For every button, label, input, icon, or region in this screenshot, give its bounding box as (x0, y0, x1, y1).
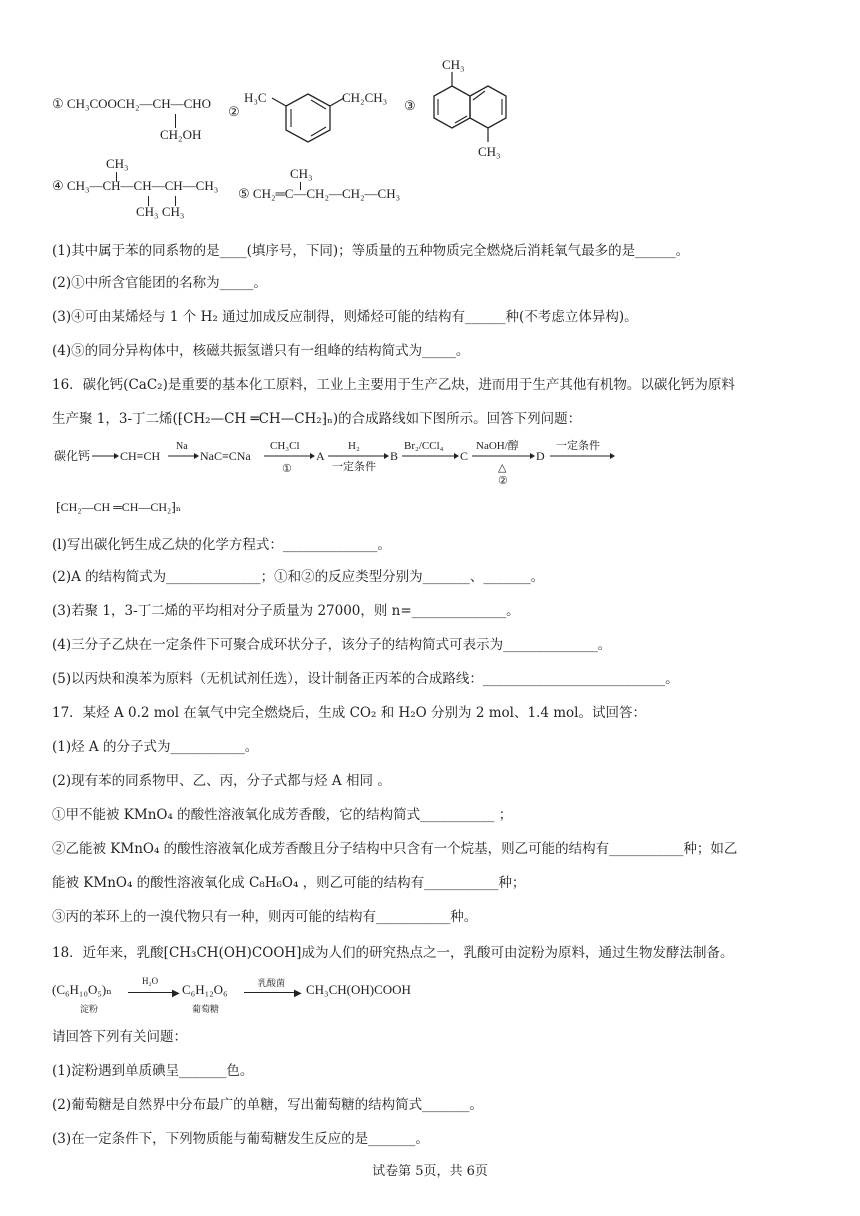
eq-arrow-2 (244, 992, 296, 993)
q17-part-2-b-line-1: ②乙能被 KMnO₄ 的酸性溶液氧化成芳香酸且分子结构中只含有一个烷基，则乙可能的结构有___________种；如乙 (52, 841, 738, 857)
route-reagent-naoh: NaOH/醇 (476, 440, 519, 452)
route-b: B (390, 449, 399, 463)
q16-route-product: ⁅CH₂—CH ═CH—CH₂⁆ₙ (56, 500, 182, 514)
eq-glucose-label: 葡萄糖 (192, 1004, 220, 1014)
route-step-2-label: ② (498, 475, 508, 487)
structure-1-formula: CH₃COOCH₂—CH—CHO (66, 96, 212, 111)
q16-intro-line-2: 生产聚 1，3-丁二烯(⁅CH₂—CH ═CH—CH₂⁆ₙ)的合成路线如下图所示。回答下列问题： (52, 411, 582, 427)
structure-3-number: ③ (404, 98, 416, 113)
structure-5-number: ⑤ (238, 186, 250, 201)
q17-part-2-c: ③丙的苯环上的一溴代物只有一种，则丙可能的结构有___________种。 (52, 909, 478, 925)
eq-reagent-water: H₂O (142, 976, 159, 986)
q16-part-5: (5)以丙炔和溴苯为原料（无机试剂任选），设计制备正丙苯的合成路线：___________________________。 (52, 671, 679, 687)
route-step-1-label: ① (282, 463, 292, 475)
structure-1-branch-line (175, 114, 176, 128)
structure-3-top-group: CH₃ (442, 57, 465, 72)
page-footer: 试卷第 5页，共 6页 (372, 1164, 488, 1179)
q17-part-2: (2)现有苯的同系物甲、乙、丙，分子式都与烃 A 相同 。 (52, 773, 391, 789)
structure-5 (238, 186, 400, 202)
q16-intro-line-1: 16．碳化钙(CaC₂)是重要的基本化工原料，工业上主要用于生产乙炔，进而用于生产其他有机物。以碳化钙为原料 (52, 377, 735, 393)
q18-part-1: (1)淀粉遇到单质碘呈_______色。 (52, 1063, 254, 1079)
structure-2-number: ② (228, 104, 240, 119)
structure-4-formula: CH₃—CH—CH—CH—CH₃ (66, 178, 219, 193)
q16-part-2: (2)A 的结构简式为______________；①和②的反应类型分别为_______、_______。 (52, 569, 545, 585)
route-d: D (536, 449, 545, 463)
structure-4-bottom: CH₃ CH₃ (136, 204, 185, 219)
q15-part-3: (3)④可由某烯烃与 1 个 H₂ 通过加成反应制得，则烯烃可能的结构有______种(不考虑立体异构)。 (52, 309, 638, 325)
structure-2-diagram (240, 80, 390, 148)
structure-4-number: ④ (52, 178, 64, 193)
eq-lactic-acid: CH₃CH(OH)COOH (306, 982, 411, 997)
structure-5-top: CH₃ (290, 166, 313, 181)
route-a: A (316, 449, 325, 463)
eq-arrow-1 (128, 992, 174, 993)
route-reagent-br2: Br₂/CCl₄ (404, 440, 444, 452)
q15-part-4: (4)⑤的同分异构体中，核磁共振氢谱只有一组峰的结构简式为_____。 (52, 343, 470, 359)
route-condition-1: 一定条件 (332, 461, 376, 473)
structure-2-left-group: H₃C (244, 90, 267, 105)
q18-prompt: 请回答下列有关问题： (52, 1029, 187, 1045)
structure-1-branch: CH₂OH (160, 127, 202, 142)
eq-starch-label: 淀粉 (80, 1004, 99, 1014)
route-condition-2: 一定条件 (556, 440, 600, 452)
structure-3-bottom-group: CH₃ (478, 144, 501, 159)
route-c: C (460, 449, 469, 463)
structure-1-number: ① (52, 96, 64, 111)
route-acetylene: CH≡CH (120, 449, 161, 463)
q18-equation (52, 976, 452, 1020)
q17-part-1: (1)烃 A 的分子式为___________。 (52, 739, 259, 755)
q18-intro: 18．近年来，乳酸[CH₃CH(OH)COOH]成为人们的研究热点之一，乳酸可由淀粉为原料，通过生物发酵法制备。 (52, 945, 734, 961)
q16-part-4: (4)三分子乙炔在一定条件下可聚合成环状分子，该分子的结构简式可表示为______________。 (52, 637, 612, 653)
q15-part-1: (1)其中属于苯的同系物的是____(填序号，下同)；等质量的五种物质完全燃烧后消耗氧气最多的是______。 (52, 243, 690, 259)
q18-part-2: (2)葡萄糖是自然界中分布最广的单糖，写出葡萄糖的结构简式_______。 (52, 1097, 483, 1113)
route-heat-symbol: △ (498, 462, 507, 474)
eq-starch: (C₆H₁₀O₅)ₙ (52, 982, 112, 997)
eq-reagent-bacteria: 乳酸菌 (258, 978, 286, 988)
structure-1 (52, 96, 211, 112)
route-reagent-h2: H₂ (348, 440, 360, 452)
q17-part-2-b-line-2: 能被 KMnO₄ 的酸性溶液氧化成 C₈H₆O₄ ，则乙可能的结构有___________种； (52, 875, 526, 891)
route-reagent-na: Na (176, 441, 188, 452)
q18-part-3: (3)在一定条件下，下列物质能与葡萄糖发生反应的是_______。 (52, 1131, 429, 1147)
route-sodium-acetylide: NaC≡CNa (200, 449, 251, 463)
structure-2-right-group: CH₂CH₃ (342, 90, 388, 105)
q16-synthesis-route (52, 438, 622, 488)
route-reagent-ch3cl: CH₃Cl (270, 440, 300, 452)
q16-part-1: (l)写出碳化钙生成乙炔的化学方程式：______________。 (52, 537, 391, 553)
eq-glucose: C₆H₁₂O₆ (182, 982, 228, 997)
q16-part-3: (3)若聚 1，3-丁二烯的平均相对分子质量为 27000，则 n=______________。 (52, 603, 520, 619)
structure-3-diagram (416, 56, 516, 164)
q17-part-2-a: ①甲不能被 KMnO₄ 的酸性溶液氧化成芳香酸，它的结构简式___________ ； (52, 807, 513, 823)
q15-part-2: (2)①中所含官能团的名称为_____。 (52, 275, 267, 291)
eq-arrow-2-head: ▶ (294, 988, 302, 999)
structure-4 (52, 178, 218, 194)
structure-5-formula: CH₂═C—CH₂—CH₂—CH₃ (252, 186, 401, 201)
route-start: 碳化钙 (54, 449, 91, 463)
structure-4-top: CH₃ (106, 156, 129, 171)
q17-intro: 17．某烃 A 0.2 mol 在氧气中完全燃烧后，生成 CO₂ 和 H₂O 分别为 2 mol、1.4 mol。试回答： (52, 705, 646, 721)
eq-arrow-1-head: ▶ (172, 988, 180, 999)
